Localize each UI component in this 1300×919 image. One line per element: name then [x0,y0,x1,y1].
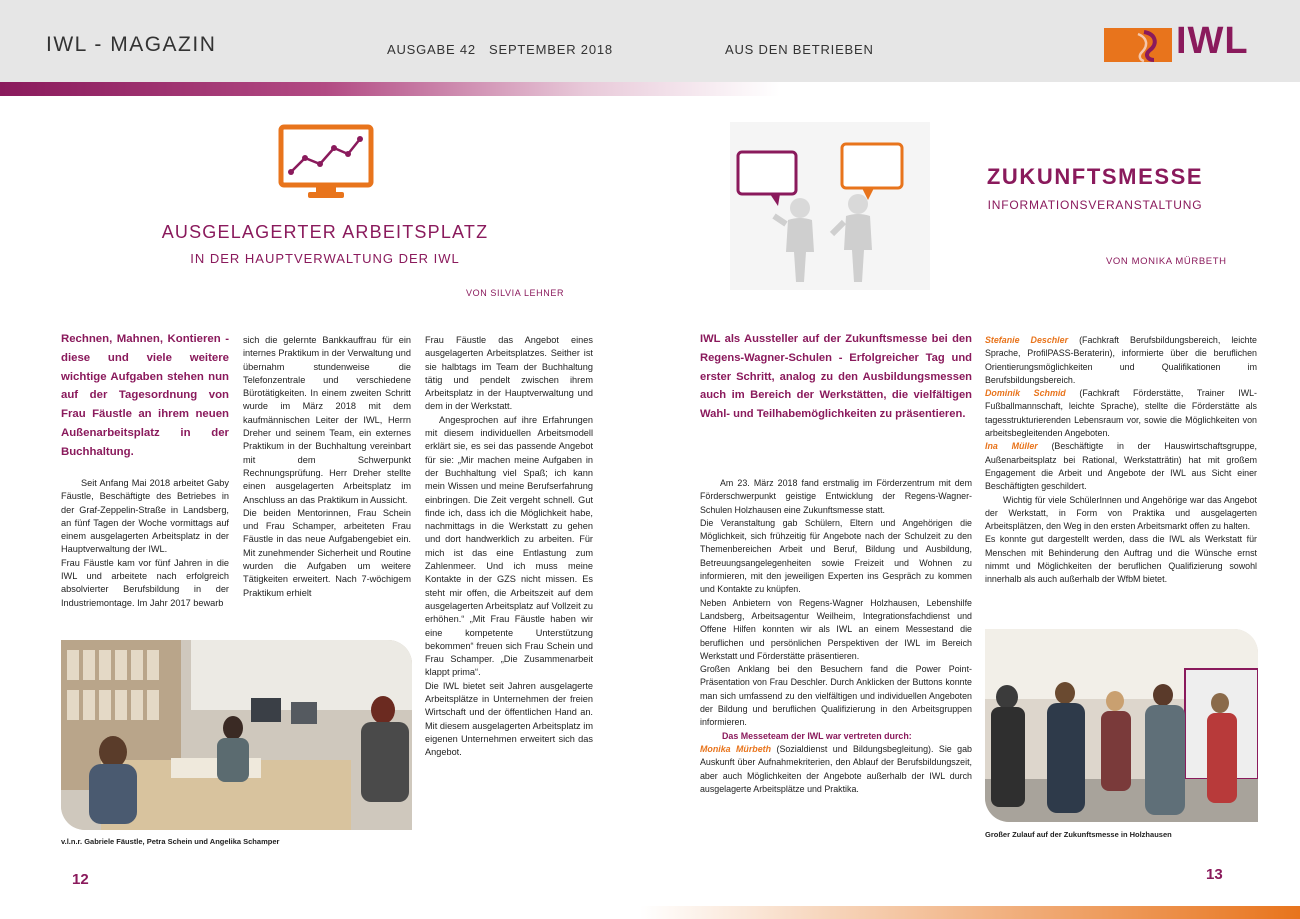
paragraph: Die beiden Mentorinnen, Frau Schein und Frau Schamper, arbeiteten Frau Fäustle in das neue Aufgabengebiet ein. Mit zunehmender Sicherheit und Routine wurden die Aufgaben um weitere Tätigkeiten erweitert. Nach 7-wöchigem Praktikum erhielt [243,507,411,598]
paragraph: Großen Anklang bei den Besuchern fand die Power Point-Präsentation von Frau Deschler. Durch Anklicken der Buttons konnte man sich umfassend zu den vielfältigen und individuellen Angeboten der Bildung und beruflichen Qualifizierung in den Arbeitsgruppen informieren. [700,664,972,728]
logo-mark [1104,28,1172,62]
issue-date: SEPTEMBER 2018 [489,42,613,57]
team-member-text: (Fachkraft Förderstätte, Trainer IWL-Fußballmannschaft, leichte Sprache), stellte die Förderstätte als tagesstrukturierenden Lebensraum vor, sowie die Möglichkeiten von arbeitsbegleitenden Angeboten. [985,388,1257,439]
paragraph: Es konnte gut dargestellt werden, dass die IWL als Werkstatt für Menschen mit Behinderung den Auftrag und die Wünsche ernst nimmt und Möglichkeiten der beruflichen Qualifizierung sowohl innerhalb als auch außerhalb der WfbM bietet. [985,534,1257,585]
team-member [985,334,1257,387]
paragraph: Frau Fäustle kam vor fünf Jahren in die IWL und arbeitete nach erfolgreich absolvierter Berufsbildung in der Industriemontage. Im Jahr 2017 bewarb [61,557,229,608]
left-article-subtitle: IN DER HAUPTVERWALTUNG DER IWL [190,251,460,266]
issue-number: AUSGABE 42 [387,42,476,57]
paragraph: Die Veranstaltung gab Schülern, Eltern und Angehörigen die Möglichkeit, sich frühzeitig für Angebote nach der Schulzeit zu den Themenbereichen Arbeit und Beruf, Bildung und Ausbildung, Betreuungsangelegenheiten sowie Freizeit und Wohnen zu informieren, mit den jeweiligen Experten ins Gespräch zu kommen und Kontakte zu knüpfen. [700,517,972,595]
paragraph: Neben Anbietern von Regens-Wagner Holzhausen, Lebenshilfe Landsberg, Arbeitsagentur Weilheim, Integrationsfachdienst und Offene Hilfen konnten wir als IWL an einem Messestand die beruflichen und persönlichen Perspektiven der IWL im Bereich Werkstatt und Förderstätte präsentieren. [700,597,972,661]
left-column-2 [243,334,411,600]
page-number-left: 12 [72,871,89,888]
right-article-subtitle: INFORMATIONSVERANSTALTUNG [987,198,1203,212]
team-member [700,743,972,796]
office-photo [61,640,412,830]
fair-photo [985,629,1258,822]
team-member-text: (Sozialdienst und Bildungsbegleitung). Sie gab Auskunft über Aufnahmekriterien, den Ablauf der Berufsbildungszeit, aber auch Möglichkeiten der Angebote außerhalb der IWL durch ausgelagerte Arbeitsplätze und Praktika. [700,743,972,794]
paragraph: Die IWL bietet seit Jahren ausgelagerte Arbeitsplätze in Unternehmen der freien Wirtschaft und der öffentlichen Hand an. Mit diesem ausgelagerten Arbeitsplatz im eigenen Unternehmen erweitert sich das Angebot. [425,680,593,758]
team-member-name: Ina Müller [985,441,1038,452]
page-number-right: 13 [1206,866,1223,883]
paragraph: Frau Fäustle das Angebot eines ausgelagerten Arbeitsplatzes. Seither ist sie halbtags im Team der Buchhaltung tätig und pendelt zwischen ihrem Arbeitsplatz in der Hauptverwaltung und dem in der Werkstatt. [425,335,593,412]
team-member-text: (Fachkraft Berufsbildungsbereich, leichte Sprache, ProfilPASS-Beraterin), informierte über die beruflichen Orientierungsmöglichkeiten und Qualifikationen im Berufsbildungsbereich. [985,335,1257,385]
speech-figures-illustration [730,122,930,290]
logo-text: IWL [1176,20,1249,62]
left-column-3 [425,334,593,760]
chart-monitor-icon [278,124,374,200]
paragraph: Seit Anfang Mai 2018 arbeitet Gaby Fäustle, Beschäftigte des Betriebes in der Graf-Zeppelin-Straße in Landsberg, an fünf Tagen der Woche vormittags auf einem ausgelagerten Arbeitsplatz in der Hauptverwaltung der IWL. [61,478,229,555]
team-member-name: Dominik Schmid [985,388,1066,399]
left-column-1 [61,477,229,610]
iwl-logo [1104,20,1254,64]
magazine-title: IWL - MAGAZIN [46,33,217,56]
section-title: AUS DEN BETRIEBEN [725,42,874,57]
team-member-name: Monika Mürbeth [700,743,772,754]
paragraph: Angesprochen auf ihre Erfahrungen mit diesem individuellen Arbeitsmodell erklärt sie, es sei das passende Angebot für sie: „Mir machen meine Aufgaben in der Buchhaltung viel Spaß; ich kann mein Wissen und meine Berufserfahrung einbringen. Die Zeit vergeht schnell. Gut finde ich, dass ich die Möglichkeit habe, nachmittags in die Werkstatt zu gehen und dort handwerklich zu arbeiten. Für mich ist das eine Entlastung zum Zahlenmeer. Und ich muss meine Kontakte in der GZS nicht missen. Es steht mir offen, die Arbeitszeit auf dem ausgelagerten Arbeitsplatz auf Vollzeit zu erhöhen.“ „Mit Frau Fäustle haben wir eine kompetente Unterstützung bekommen“ freuen sich Frau Schein und Frau Schamper. „Die Zusammenarbeit klappt prima“. [425,414,593,678]
team-member [985,387,1257,440]
left-lead: Rechnen, Mahnen, Kontieren - diese und viele weitere wichtige Aufgaben stehen nun auf der Tagesordnung von Frau Fäustle an ihrem neuen Außenarbeitsplatz in der Buchhaltung. [61,333,229,458]
paragraph: Am 23. März 2018 fand erstmalig im Förderzentrum mit dem Förderschwerpunkt geistige Entwicklung der Regens-Wagner-Schulen Holzhausen eine Zukunftsmesse statt. [700,478,972,515]
header-stripe [0,82,1300,96]
team-member [985,440,1257,493]
left-byline: VON SILVIA LEHNER [466,288,565,298]
right-column-1 [700,477,972,796]
right-byline: VON MONIKA MÜRBETH [1106,256,1227,267]
paragraph: Wichtig für viele SchülerInnen und Angehörige war das Angebot der Werkstatt, in Form von Praktika und ausgelagerten Arbeitsplätzen, den Weg in den ersten Arbeitsmarkt offen zu halten. [985,494,1257,532]
team-heading: Das Messeteam der IWL war vertreten durch: [722,730,912,741]
team-member-text: (Beschäftigte in der Hauswirtschaftsgruppe, Außenarbeitsplatz bei Rational, Werkstatträtin) hat mit großem Engagement die Arbeit und Angebote der IWL aus Sicht einer Beschäftigten geschildert. [985,441,1257,492]
paragraph: sich die gelernte Bankkauffrau für ein internes Praktikum in der Verwaltung und übernahm stundenweise die Telefonzentrale und verschiedene Bürotätigkeiten. In einem zweiten Schritt wurde im März 2018 mit dem kaufmännischen Leiter der IWL, Herrn Dreher und seinem Team, ein externes Praktikum in der Buchhaltung vereinbart mit dem Schwerpunkt Rechnungsprüfung. Herr Dreher stellte einen ausgelagerten Arbeitsplatz im Anschluss an das Praktikum in Aussicht. [243,335,411,505]
footer-stripe [640,906,1300,919]
right-lead: IWL als Aussteller auf der Zukunftsmesse bei den Regens-Wagner-Schulen - Erfolgreicher Tag und erster Schritt, analog zu den Ausbildungsmessen auch im Bereich der Werkstätten, die vielfältigen Wahl- und Teilhabemöglichkeiten zu präsentieren. [700,333,972,421]
team-member-name: Stefanie Deschler [985,335,1069,345]
right-column-2 [985,334,1257,587]
left-article-title: AUSGELAGERTER ARBEITSPLATZ [161,222,489,242]
right-article-title: ZUKUNFTSMESSE [986,164,1204,189]
left-photo-caption: v.l.n.r. Gabriele Fäustle, Petra Schein und Angelika Schamper [61,837,280,846]
right-photo-caption: Großer Zulauf auf der Zukunftsmesse in Holzhausen [985,830,1172,839]
